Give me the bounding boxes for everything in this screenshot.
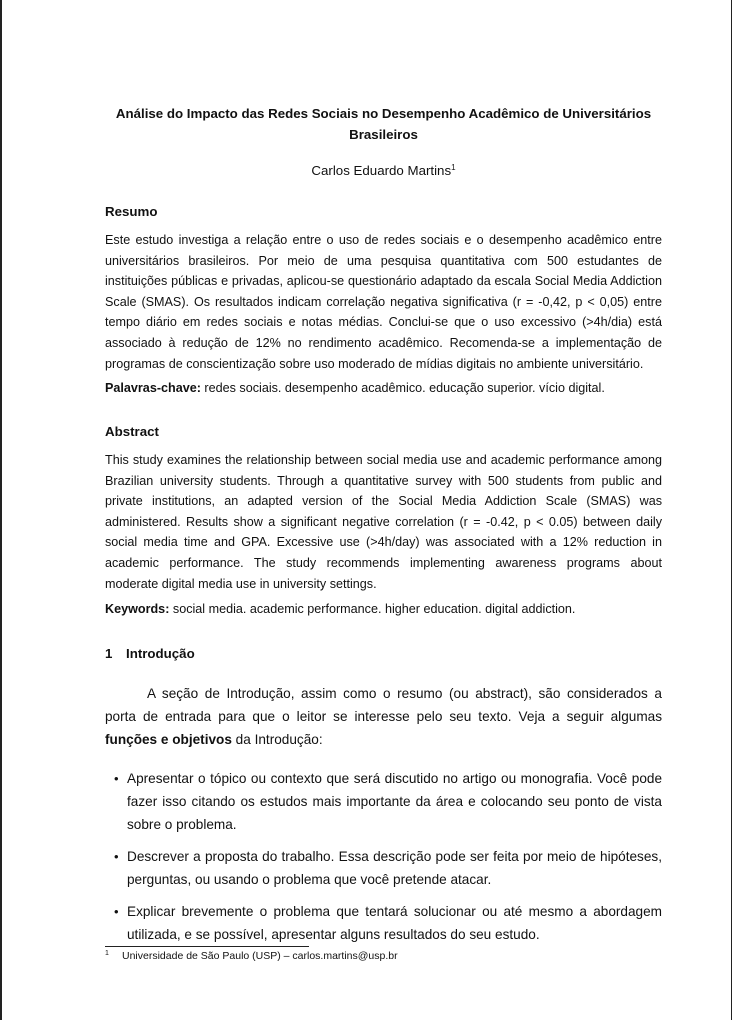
list-item — [114, 768, 662, 836]
abstract-text: This study examines the relationship between social media use and academic performance among Brazilian university students. Through a quantitative survey with 500 students from public and private institutions, an adapted version of the Social Media Addiction Scale (SMAS) was administered. Results show a significant negative correlation (r = -0.42, p < 0.05) between daily social media time and GPA. Excessive use (>4h/day) was associated with a 12% reduction in academic performance. The study recommends implementing awareness programs about moderate digital media use in university settings. — [105, 453, 662, 591]
author-line — [105, 163, 662, 178]
resumo-keywords — [105, 381, 605, 395]
intro-paragraph — [105, 683, 662, 751]
paper-title: Análise do Impacto das Redes Sociais no Desempenho Acadêmico de Universitários Brasileiros — [115, 106, 652, 142]
intro-text-bold: funções e objetivos — [105, 731, 232, 747]
list-item — [114, 846, 662, 892]
author-name: Carlos Eduardo Martins — [311, 163, 452, 178]
list-item-text: Apresentar o tópico ou contexto que será discutido no artigo ou monografia. Você pode fazer isso citando os estudos mais importante da área e colocando seu ponto de vista sobre o problema. — [127, 771, 662, 832]
abstract-heading: Abstract — [105, 424, 159, 439]
section-title: Introdução — [126, 646, 195, 661]
section-heading-introduction — [105, 646, 195, 661]
page-edge-left — [0, 0, 2, 1020]
author-footnote-mark[interactable]: 1 — [451, 163, 456, 172]
list-item — [114, 901, 662, 947]
list-item-text: Descrever a proposta do trabalho. Essa descrição pode ser feita por meio de hipóteses, perguntas, ou usando o problema que você pretende atacar. — [127, 849, 662, 887]
section-number: 1 — [105, 646, 113, 661]
bullet-icon: • — [114, 904, 119, 919]
bullet-icon: • — [114, 849, 119, 864]
footnote-mark: 1 — [105, 950, 109, 957]
abstract-keywords — [105, 602, 575, 616]
resumo-keywords-value: redes sociais. desempenho acadêmico. educação superior. vício digital. — [204, 381, 605, 395]
footnote-divider — [105, 946, 309, 947]
resumo-keywords-label: Palavras-chave: — [105, 381, 201, 395]
abstract-keywords-label: Keywords: — [105, 602, 170, 616]
abstract-keywords-value: social media. academic performance. higher education. digital addiction. — [172, 602, 576, 616]
resumo-text: Este estudo investiga a relação entre o uso de redes sociais e o desempenho acadêmico entre universitários brasileiros. Por meio de uma pesquisa quantitativa com 500 estudantes de instituições públicas e privadas, aplicou-se questionário adaptado da escala Social Media Addiction Scale (SMAS). Os resultados indicam correlação negativa significativa (r = -0,42, p < 0,05) entre tempo diário em redes sociais e notas médias. Conclui-se que o uso excessivo (>4h/dia) está associado à redução de 12% no rendimento acadêmico. Recomenda-se a implementação de programas de conscientização sobre uso moderado de mídias digitais no ambiente universitário. — [105, 233, 662, 371]
footnote-text: Universidade de São Paulo (USP) – carlos.martins@usp.br — [122, 950, 398, 962]
intro-text-end: da Introdução: — [231, 731, 323, 747]
bullet-icon: • — [114, 771, 119, 786]
intro-text-start: A seção de Introdução, assim como o resumo (ou abstract), são considerados a porta de entrada para que o leitor se interesse pelo seu texto. Veja a seguir algumas — [105, 686, 662, 724]
resumo-heading: Resumo — [105, 204, 158, 219]
list-item-text: Explicar brevemente o problema que tentará solucionar ou até mesmo a abordagem utilizada, e se possível, apresentar alguns resultados do seu estudo. — [127, 904, 662, 942]
footnote — [105, 950, 398, 962]
